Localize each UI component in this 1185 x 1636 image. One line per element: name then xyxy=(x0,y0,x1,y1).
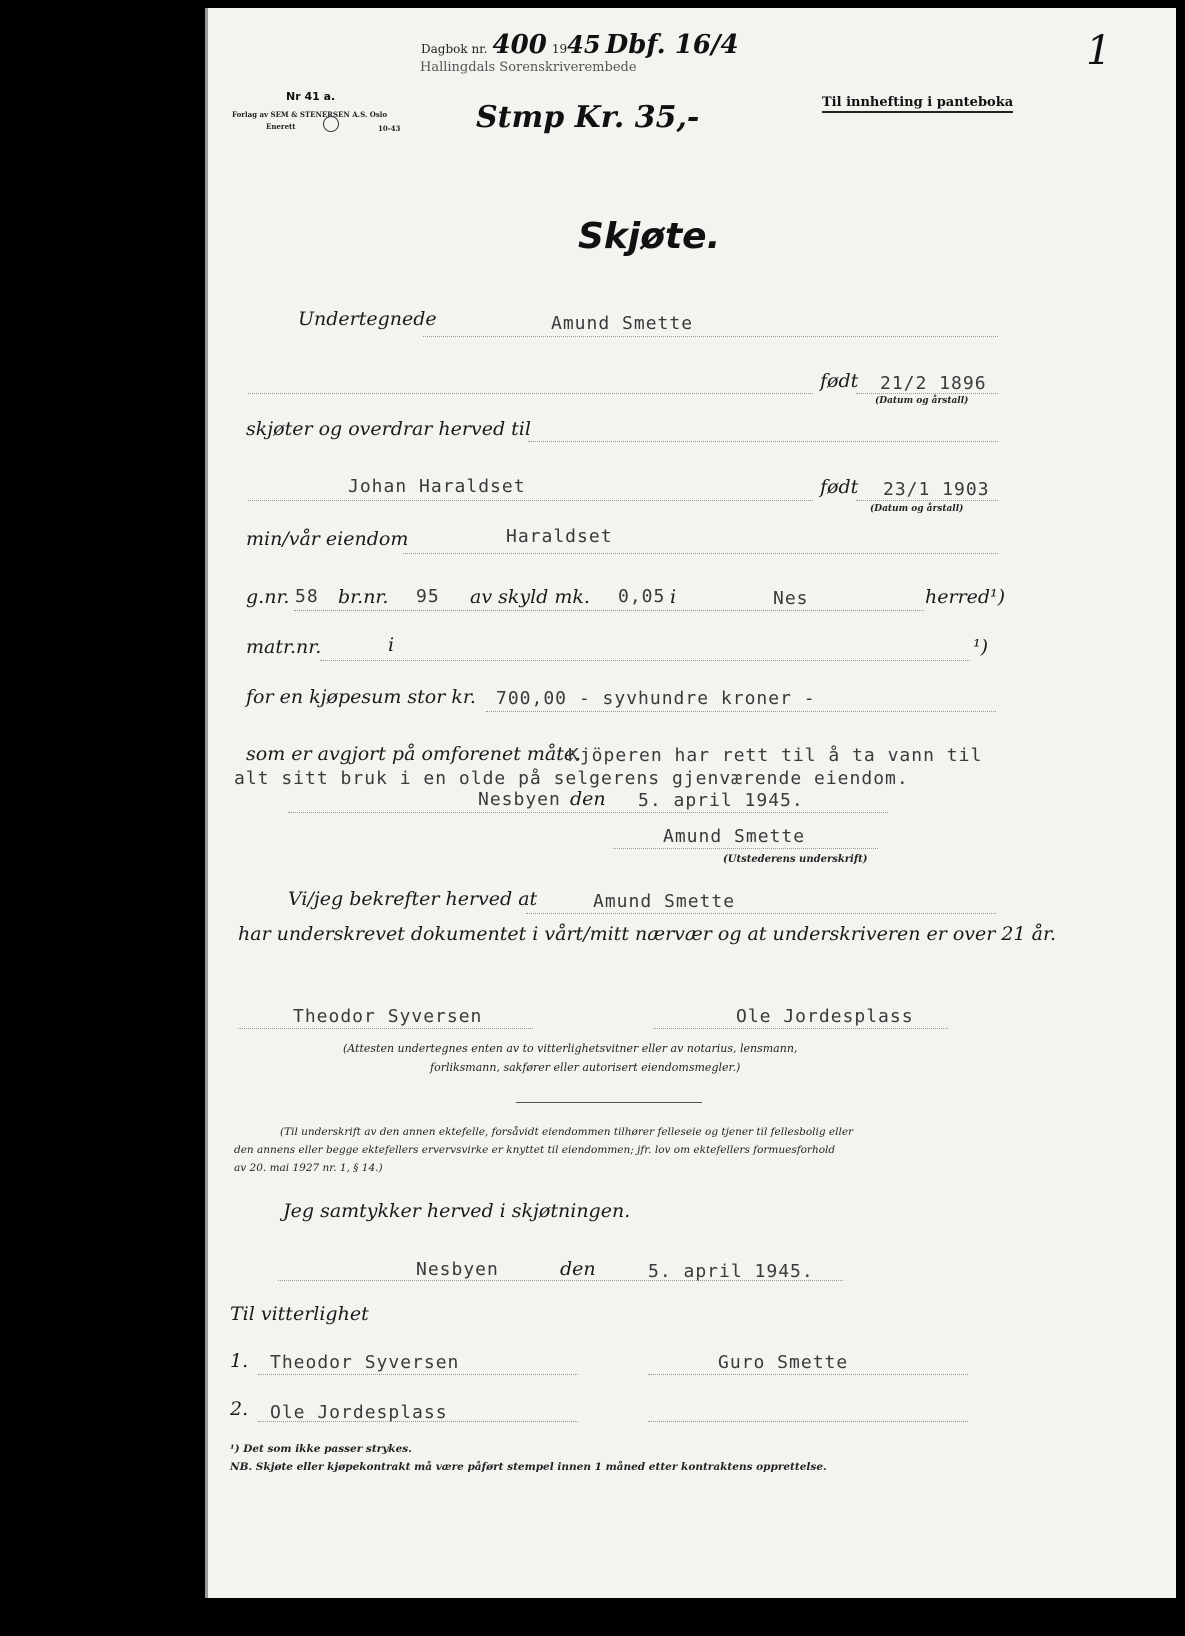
dbf-hand: Dbf. 16/4 xyxy=(605,30,739,60)
herred-label: herred¹) xyxy=(925,586,1006,608)
spouse-place: Nesbyen xyxy=(416,1259,499,1280)
undertegnede-label: Undertegnede xyxy=(298,308,437,330)
seller-name: Amund Smette xyxy=(551,313,694,334)
dagbok-number: 400 xyxy=(492,30,547,60)
binder-hole-middle xyxy=(55,785,107,837)
document-page xyxy=(205,8,1176,1598)
gnr-label: g.nr. xyxy=(246,586,290,608)
kjopesum-value: 700,00 - syvhundre kroner - xyxy=(496,688,816,709)
binder-hole-top xyxy=(62,247,114,299)
spouse-note-1: (Til underskrift av den annen ektefelle, forsåvidt eiendommen tilhører felleseie og tjener til fellesbolig eller xyxy=(280,1126,854,1138)
buyer-fodt-label: født xyxy=(820,476,859,498)
year-hand: 45 xyxy=(567,30,601,59)
dagbok-line xyxy=(421,30,739,60)
year-prefix: 19 xyxy=(551,42,568,56)
vitne-2-name: Ole Jordesplass xyxy=(270,1402,448,1423)
brnr-value: 95 xyxy=(416,586,440,607)
eiendom-label: min/vår eiendom xyxy=(246,528,409,550)
eiendom-value: Haraldset xyxy=(506,526,613,547)
buyer-born: 23/1 1903 xyxy=(883,479,990,500)
attest-value: Amund Smette xyxy=(593,891,736,912)
skyld-i-label: i xyxy=(670,586,677,608)
spouse-note-2: den annens eller begge ektefellers ervervsvirke er knyttet til eiendommen; jfr. lov om ektefellers formuesforhold xyxy=(234,1144,836,1156)
spouse-note-3: av 20. mai 1927 nr. 1, § 14.) xyxy=(234,1162,383,1174)
stamp-amount-hand: Stmp Kr. 35,- xyxy=(476,100,700,135)
seller-born: 21/2 1896 xyxy=(880,373,987,394)
matr-label: matr.nr. xyxy=(246,636,322,658)
date-1: 5. april 1945. xyxy=(638,790,804,811)
condition-line-2: alt sitt bruk i en olde på selgerens gjenværende eiendom. xyxy=(234,768,909,789)
printer-line-1: Forlag av SEM & STENERSEN A.S. Oslo xyxy=(232,110,388,119)
footnote-2: NB. Skjøte eller kjøpekontrakt må være påført stempel innen 1 måned etter kontraktens opprettelse. xyxy=(230,1461,827,1473)
attest-note-2: forliksmann, sakfører eller autorisert eiendomsmegler.) xyxy=(430,1061,741,1074)
seller-signature: Amund Smette xyxy=(663,826,806,847)
spouse-den-label: den xyxy=(560,1258,596,1280)
herred-value: Nes xyxy=(773,588,809,609)
seller-datum-caption: (Datum og årstall) xyxy=(875,396,969,406)
innhefting-label: Til innhefting i panteboka xyxy=(822,95,1013,113)
seller-signature-caption: (Utstederens underskrift) xyxy=(723,854,868,865)
printer-line-2: Enerett xyxy=(266,122,296,131)
buyer-name: Johan Haraldset xyxy=(348,476,526,497)
skyld-value: 0,05 xyxy=(618,586,666,607)
condition-line-1: Kjöperen har rett til å ta vann til xyxy=(568,745,983,766)
spouse-signature: Guro Smette xyxy=(718,1352,849,1373)
binder-hole-bottom xyxy=(45,1322,97,1374)
matr-i-label: i xyxy=(388,634,395,656)
printer-line-3: 10-43 xyxy=(378,124,401,133)
vitne-1-number: 1. xyxy=(230,1350,249,1372)
attest-label: Vi/jeg bekrefter herved at xyxy=(288,888,538,910)
document-title: Skjøte. xyxy=(578,216,721,257)
den-label-1: den xyxy=(570,788,606,810)
gnr-value: 58 xyxy=(295,586,319,607)
buyer-datum-caption: (Datum og årstall) xyxy=(870,504,964,514)
seller-fodt-label: født xyxy=(820,370,859,392)
attest-line-2: har underskrevet dokumentet i vårt/mitt nærvær og at underskriveren er over 21 år. xyxy=(238,923,1056,945)
page-number: 1 xyxy=(1086,28,1112,74)
vitne-1-name: Theodor Syversen xyxy=(270,1352,460,1373)
consent-text: Jeg samtykker herved i skjøtningen. xyxy=(283,1200,631,1222)
vitne-2-number: 2. xyxy=(230,1398,249,1420)
form-number: Nr 41 a. xyxy=(286,90,336,103)
footnote-1: ¹) Det som ikke passer strykes. xyxy=(230,1443,412,1455)
attest-note-1: (Attesten undertegnes enten av to vitterlighetsvitner eller av notarius, lensmann, xyxy=(343,1042,798,1055)
brnr-label: br.nr. xyxy=(338,586,389,608)
spouse-date: 5. april 1945. xyxy=(648,1261,814,1282)
matr-footnote-ref: ¹) xyxy=(973,636,989,658)
witness-1-signature: Theodor Syversen xyxy=(293,1006,483,1027)
witness-2-signature: Ole Jordesplass xyxy=(736,1006,914,1027)
vitterlighet-label: Til vitterlighet xyxy=(230,1303,369,1325)
kjopesum-label: for en kjøpesum stor kr. xyxy=(246,686,476,708)
transfer-label: skjøter og overdrar herved til xyxy=(246,418,531,440)
skyld-label: av skyld mk. xyxy=(470,586,590,608)
dagbok-label: Dagbok nr. xyxy=(421,42,488,56)
omforenet-label: som er avgjort på omforenet måte. xyxy=(246,743,582,765)
place-1: Nesbyen xyxy=(478,789,561,810)
office-name: Hallingdals Sorenskriverembede xyxy=(420,60,637,75)
printer-logo-icon xyxy=(323,116,339,132)
